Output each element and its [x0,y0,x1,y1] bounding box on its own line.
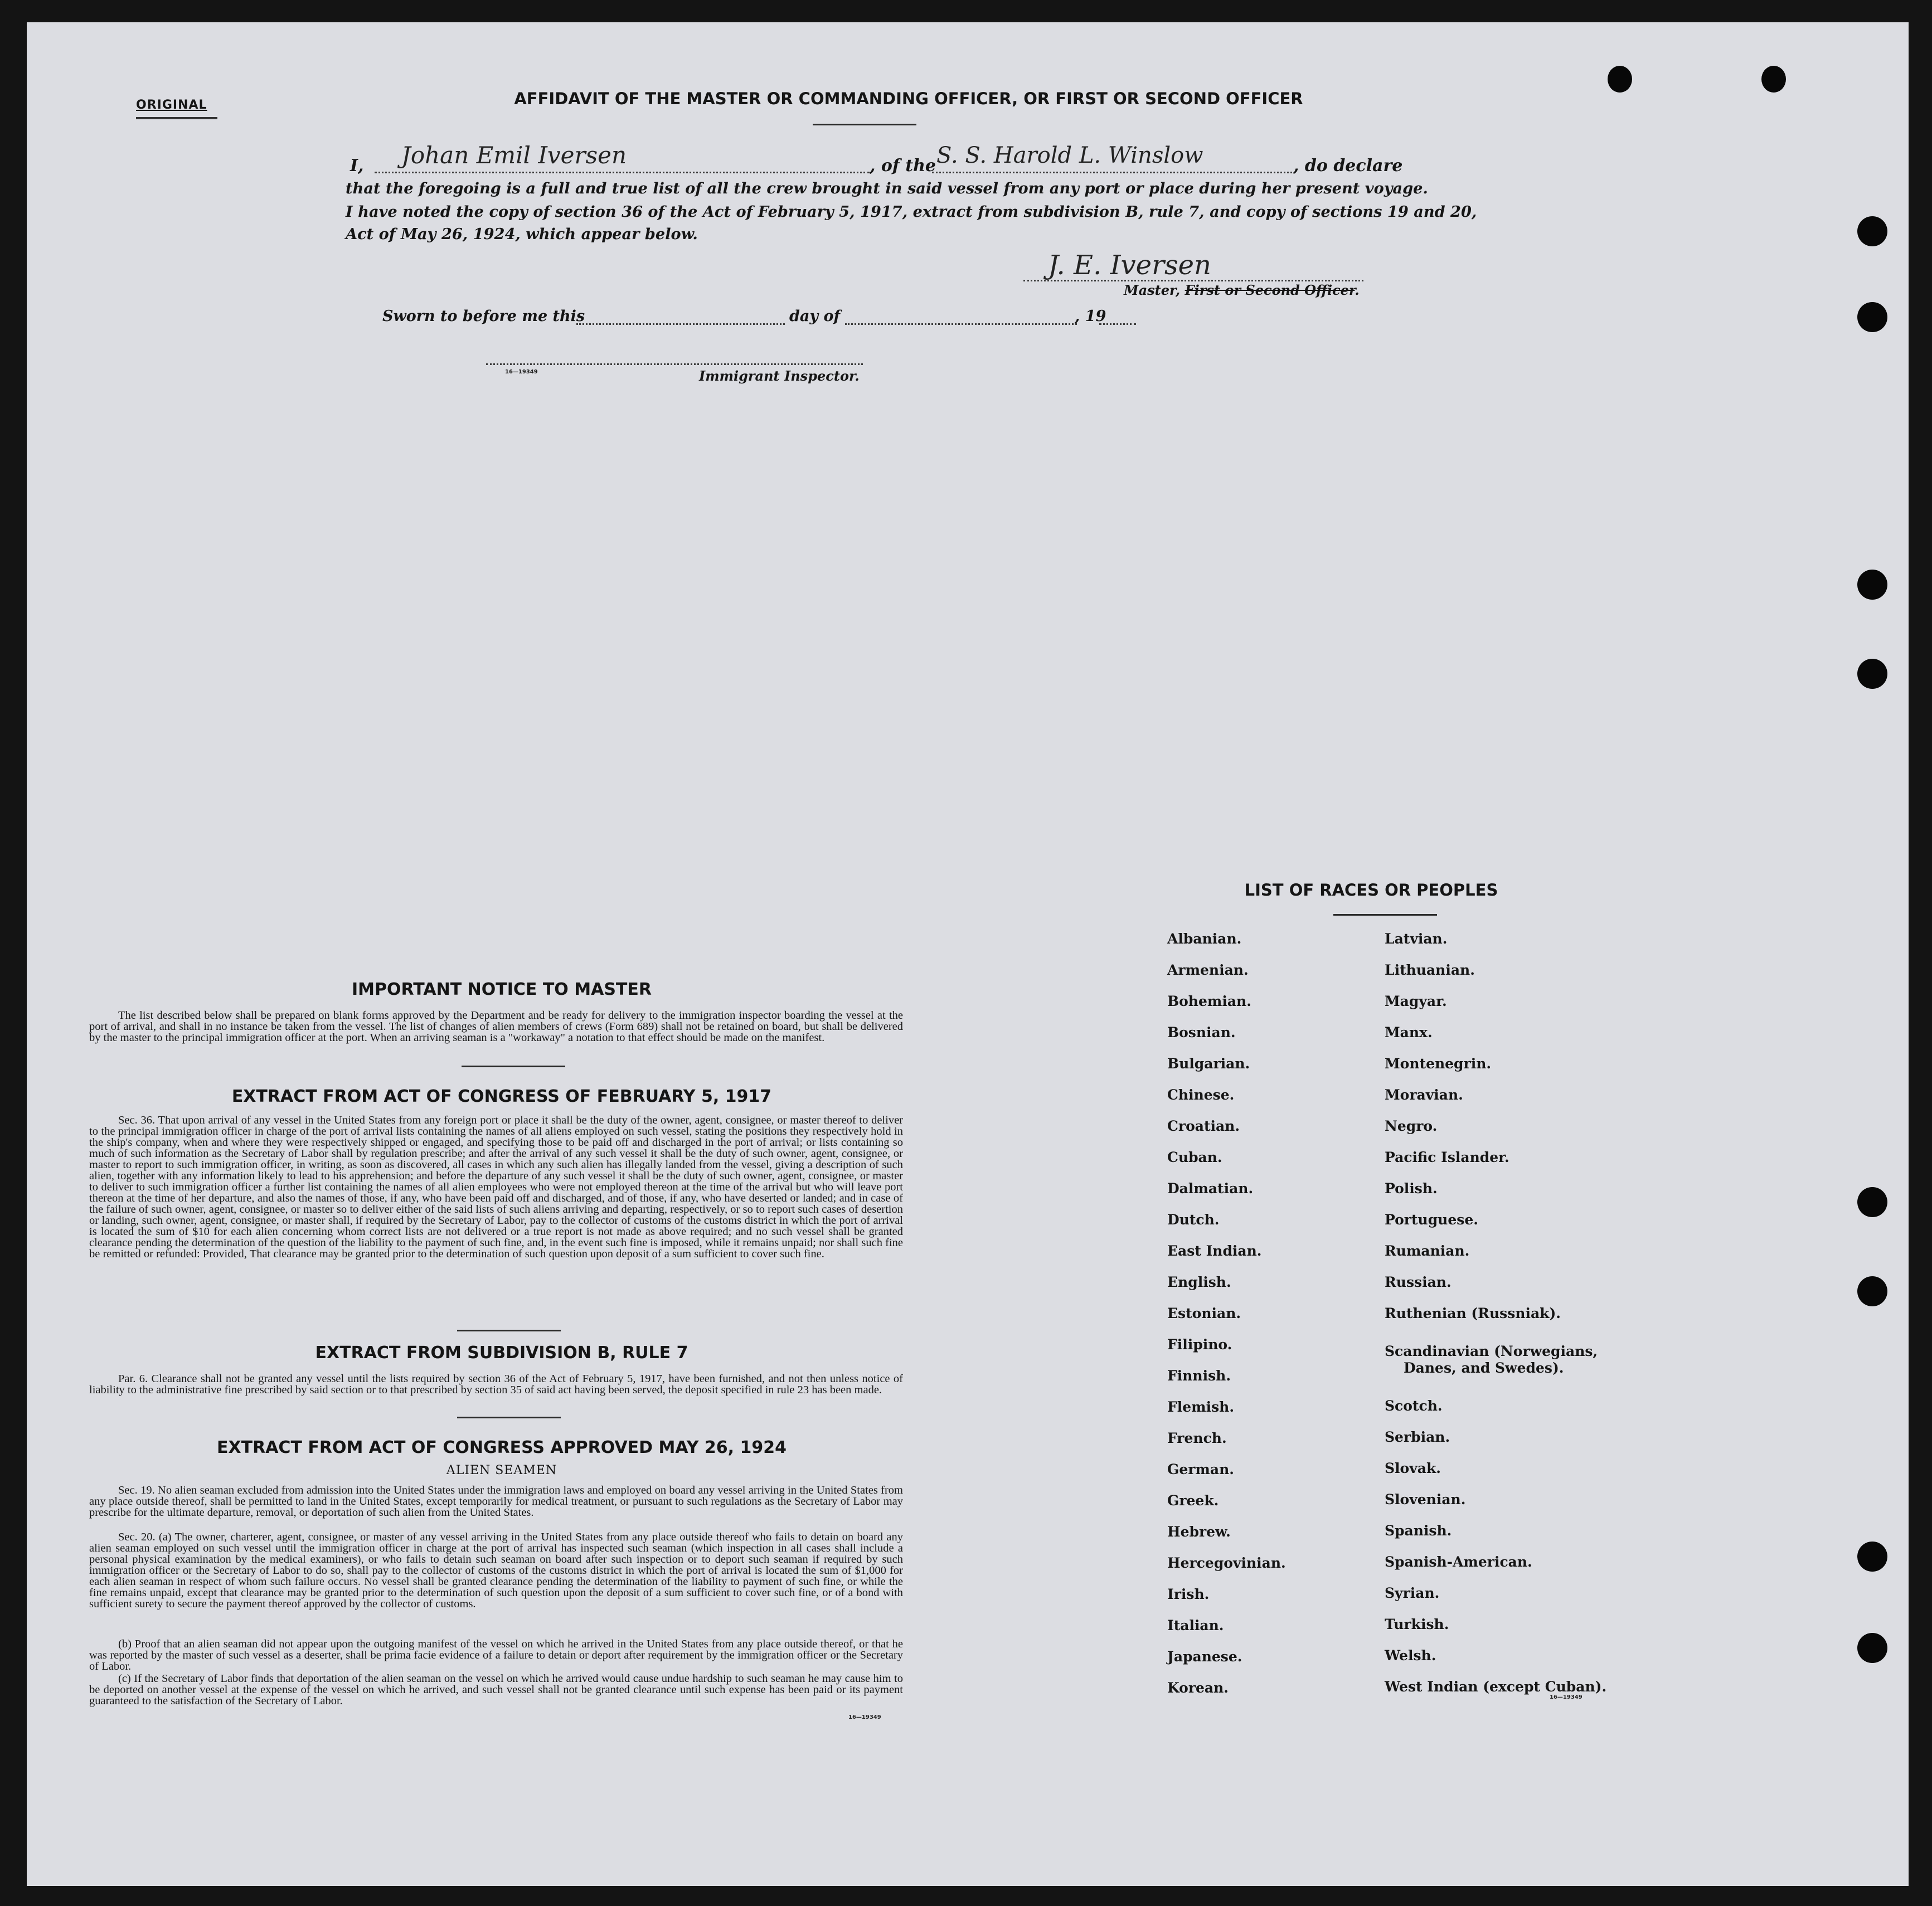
punch-hole [1761,66,1786,93]
race-item: Dutch. [1167,1212,1220,1228]
day-of-label: day of [789,308,841,325]
scan-edge-left [0,0,27,1906]
extract-1917-title: EXTRACT FROM ACT OF CONGRESS OF FEBRUARY 5, 1917 [231,1087,772,1106]
race-item: Scotch. [1385,1398,1443,1414]
race-item: Montenegrin. [1385,1056,1492,1072]
race-item: Greek. [1167,1492,1219,1509]
race-item: Latvian. [1385,931,1448,947]
punch-hole [1857,659,1887,689]
affidavit-title: AFFIDAVIT OF THE MASTER OR COMMANDING OFFICER, OR FIRST OR SECOND OFFICER [514,89,1303,108]
race-item: Moravian. [1385,1087,1463,1103]
race-item: Russian. [1385,1274,1452,1290]
race-item: Slovenian. [1385,1491,1466,1508]
race-item: Finnish. [1167,1368,1231,1384]
races-form-number: 16—19349 [1550,1694,1583,1700]
stamp-underline [136,117,217,119]
race-item: Filipino. [1167,1336,1232,1353]
declarant-name: Johan Emil Iversen [401,142,627,169]
race-item: Negro. [1385,1118,1438,1134]
extract-form-number: 16—19349 [848,1714,881,1720]
race-item: English. [1167,1274,1231,1290]
race-item: Hercegovinian. [1167,1555,1286,1571]
race-item: Syrian. [1385,1585,1440,1601]
affidavit-line-4: Act of May 26, 1924, which appear below. [346,225,698,243]
race-item: Lithuanian. [1385,962,1475,978]
race-item: Spanish. [1385,1523,1452,1539]
rule7-text: Par. 6. Clearance shall not be granted any vessel until the lists required by section 36 of the Act of February 5, 1917, have been furnished, and not then unless notice of liability to the administrative fine prescribed by said section or to that prescribed by section 35 of said act having been served, the deposit specified in rule 23 has been made. [89,1373,903,1396]
race-item: East Indian. [1167,1243,1262,1259]
race-item: Slovak. [1385,1460,1441,1476]
i-label: I, [350,156,364,176]
sworn-day-field [576,323,785,325]
struck-officer-label: First or Second Officer [1185,282,1355,298]
race-item: Welsh. [1385,1647,1436,1664]
master-title: Master, [1124,282,1181,298]
race-item: Hebrew. [1167,1524,1231,1540]
punch-hole [1857,1633,1887,1663]
race-item: Flemish. [1167,1399,1235,1415]
rule7-rule [457,1417,561,1418]
race-item: Chinese. [1167,1087,1235,1103]
notice-text: The list described below shall be prepared on blank forms approved by the Department and be ready for delivery to the immigration inspector boarding the vessel at the port of arrival, and shall in no instance be taken from the vessel. The list of changes of alien members of crews (Form 689) shall not be retained on board, but shall be delivered by the master to the principal immigration officer at the port. When an arriving seaman is a "workaway" a notation to that effect should be made on the manifest. [89,1010,903,1044]
inspector-signature-field [486,363,863,365]
race-item: Estonian. [1167,1305,1241,1321]
race-item: Albanian. [1167,931,1242,947]
punch-hole [1857,216,1887,246]
notice-rule [462,1066,565,1067]
race-item: French. [1167,1430,1227,1446]
signature-field [1023,280,1363,281]
race-item: German. [1167,1461,1234,1477]
race-item: Japanese. [1167,1649,1242,1665]
extract-1924-title: EXTRACT FROM ACT OF CONGRESS APPROVED MAY 26, 1924 [217,1438,787,1457]
punch-hole [1857,1276,1887,1306]
rule7-title: EXTRACT FROM SUBDIVISION B, RULE 7 [315,1343,688,1363]
sworn-label: Sworn to before me this [382,308,585,325]
races-title-rule [1333,914,1437,916]
affidavit-line-3: I have noted the copy of section 36 of the Act of February 5, 1917, extract from subdivision B, rule 7, and copy of sections 19 and 20, [346,203,1477,221]
inspector-label: Immigrant Inspector. [699,368,860,384]
notice-title: IMPORTANT NOTICE TO MASTER [352,980,652,999]
race-item: Ruthenian (Russniak). [1385,1305,1561,1321]
sec20a-text: Sec. 20. (a) The owner, charterer, agent, consignee, or master of any vessel arriving in the United States from any place outside thereof who fails to detain on board any alien seaman employed on such vessel until the immigration officer in charge at the port of arrival has inspected such seaman (which inspection in all cases shall include a personal physical examination by the medical examiners), or who fails to detain such seaman on board after such inspection or to deport such seaman if required by such immigration officer or the Secretary of Labor to do so, shall pay to the collector of customs of the customs district in which the port of arrival is located the sum of $1,000 for each alien seaman in respect of whom such failure occurs. No vessel shall be granted clearance pending the determination of the liability to payment of such fine, or while the fine remains unpaid, except that clearance may be granted prior to the determination of such question upon the deposit of a sum sufficient to cover such fine, or of a bond with sufficient surety to secure the payment thereof approved by the collector of customs. [89,1531,903,1610]
vessel-name-field [932,172,1295,173]
scan-edge-top [0,0,1932,22]
struck-suffix: . [1355,282,1360,298]
race-item: Pacific Islander. [1385,1149,1509,1165]
year-label: , 19 [1075,308,1106,325]
vessel-name: S. S. Harold L. Winslow [936,143,1203,168]
extract-1917-text: Sec. 36. That upon arrival of any vessel in the United States from any foreign port or place it shall be the duty of the owner, agent, consignee, or master thereof to deliver to the principal immigration officer in charge of the port of arrival lists containing the names of all aliens employed on such vessel, stating the positions they respectively hold in the ship's company, when and where they were respectively shipped or engaged, and specifying those to be paid off and discharged in the port of arrival; or lists containing so much of such information as the Secretary of Labor shall by regulation prescribe; and after the arrival of any such vessel it shall be the duty of such owner, agent, consignee, or master to report to such immigration officer, in writing, as soon as discovered, all cases in which any such alien has illegally landed from the vessel, giving a description of such alien, together with any information likely to lead to his apprehension; and before the departure of any such vessel it shall be the duty of such owner, agent, consignee, or master to deliver to such immigration officer a further list containing the names of all alien employees who were not employed thereon at the time of the arrival but who will leave port thereon at the time of her departure, and also the names of those, if any, who have been paid off and discharged, and of those, if any, who have deserted or landed; and in case of the failure of such owner, agent, consignee, or master so to deliver either of the said lists of such aliens arriving and departing, respectively, or so to report such cases of desertion or landing, such owner, agent, consignee, or master shall, if required by the Secretary of Labor, pay to the collector of customs of the customs district in which the port of arrival is located the sum of $10 for each alien concerning whom correct lists are not delivered or a true report is not made as above required; and no such vessel shall be granted clearance pending the determination of the question of the liability to the payment of such fine, and, in the event such fine is imposed, while it remains unpaid; nor shall such fine be remitted or refunded: Provided, That clearance may be granted prior to the determination of such question upon deposit of a sum sufficient to cover such fine. [89,1115,903,1260]
sec20c-text: (c) If the Secretary of Labor finds that deportation of the alien seaman on the vessel on which he arrived would cause undue hardship to such seaman he may cause him to be deported on another vessel at the expense of the vessel on which he arrived, and such vessel shall not be granted clearance until such expense has been paid or its payment guaranteed to the satisfaction of the Secretary of Labor. [89,1673,903,1707]
sec20b-text: (b) Proof that an alien seaman did not appear upon the outgoing manifest of the vessel on which he arrived in the United States from any place outside thereof, or that he was reported by the master of such vessel as a deserter, shall be prima facie evidence of a failure to detain or deport after requirement by the immigration officer or the Secretary of Labor. [89,1638,903,1672]
race-item: Polish. [1385,1180,1438,1197]
scan-edge-right [1909,0,1932,1906]
race-item: Turkish. [1385,1616,1449,1632]
race-item: West Indian (except Cuban). [1385,1679,1607,1695]
punch-hole [1857,1542,1887,1572]
declarant-name-field [375,172,870,173]
race-item: Italian. [1167,1617,1224,1633]
punch-hole [1857,302,1887,332]
race-item: Portuguese. [1385,1212,1478,1228]
race-item: Manx. [1385,1024,1433,1040]
race-item: Rumanian. [1385,1243,1470,1259]
extract-1917-rule [457,1330,561,1331]
affidavit-line-2: that the foregoing is a full and true list of all the crew brought in said vessel from any port or place during her present voyage. [346,179,1428,197]
master-label [1124,282,1360,298]
title-rule [813,124,916,125]
of-the-label: , of the [870,156,936,176]
original-stamp: ORIGINAL [136,98,207,112]
sec19-text: Sec. 19. No alien seaman excluded from admission into the United States under the immigration laws and employed on board any vessel arriving in the United States from any place outside thereof, shall be permitted to land in the United States, except temporarily for medical treatment, or pursuant to such regulations as the Secretary of Labor may prescribe for the ultimate departure, removal, or deportation of such alien from the United States. [89,1485,903,1519]
race-item: Magyar. [1385,993,1447,1009]
race-item: Danes, and Swedes). [1404,1360,1564,1376]
race-item: Armenian. [1167,962,1249,978]
punch-hole [1857,570,1887,600]
race-item: Croatian. [1167,1118,1240,1134]
race-item: Irish. [1167,1586,1210,1602]
race-item: Bulgarian. [1167,1056,1250,1072]
race-item: Dalmatian. [1167,1180,1254,1197]
affidavit-form-number: 16—19349 [505,369,538,375]
races-title: LIST OF RACES OR PEOPLES [1244,881,1498,899]
sworn-year-field [1099,323,1136,325]
race-item: Korean. [1167,1680,1229,1696]
punch-hole [1608,66,1632,93]
do-declare-label: , do declare [1293,156,1403,176]
punch-hole [1857,1187,1887,1217]
race-item: Serbian. [1385,1429,1450,1445]
race-item: Cuban. [1167,1149,1222,1165]
race-item: Spanish-American. [1385,1554,1532,1570]
scan-edge-bottom [0,1886,1932,1906]
race-item: Bosnian. [1167,1024,1236,1040]
alien-seamen-subtitle: ALIEN SEAMEN [446,1463,557,1477]
race-item: Bohemian. [1167,993,1251,1009]
sworn-month-field [845,323,1077,325]
master-signature: J. E. Iversen [1048,250,1211,281]
race-item: Scandinavian (Norwegians, [1385,1343,1598,1359]
